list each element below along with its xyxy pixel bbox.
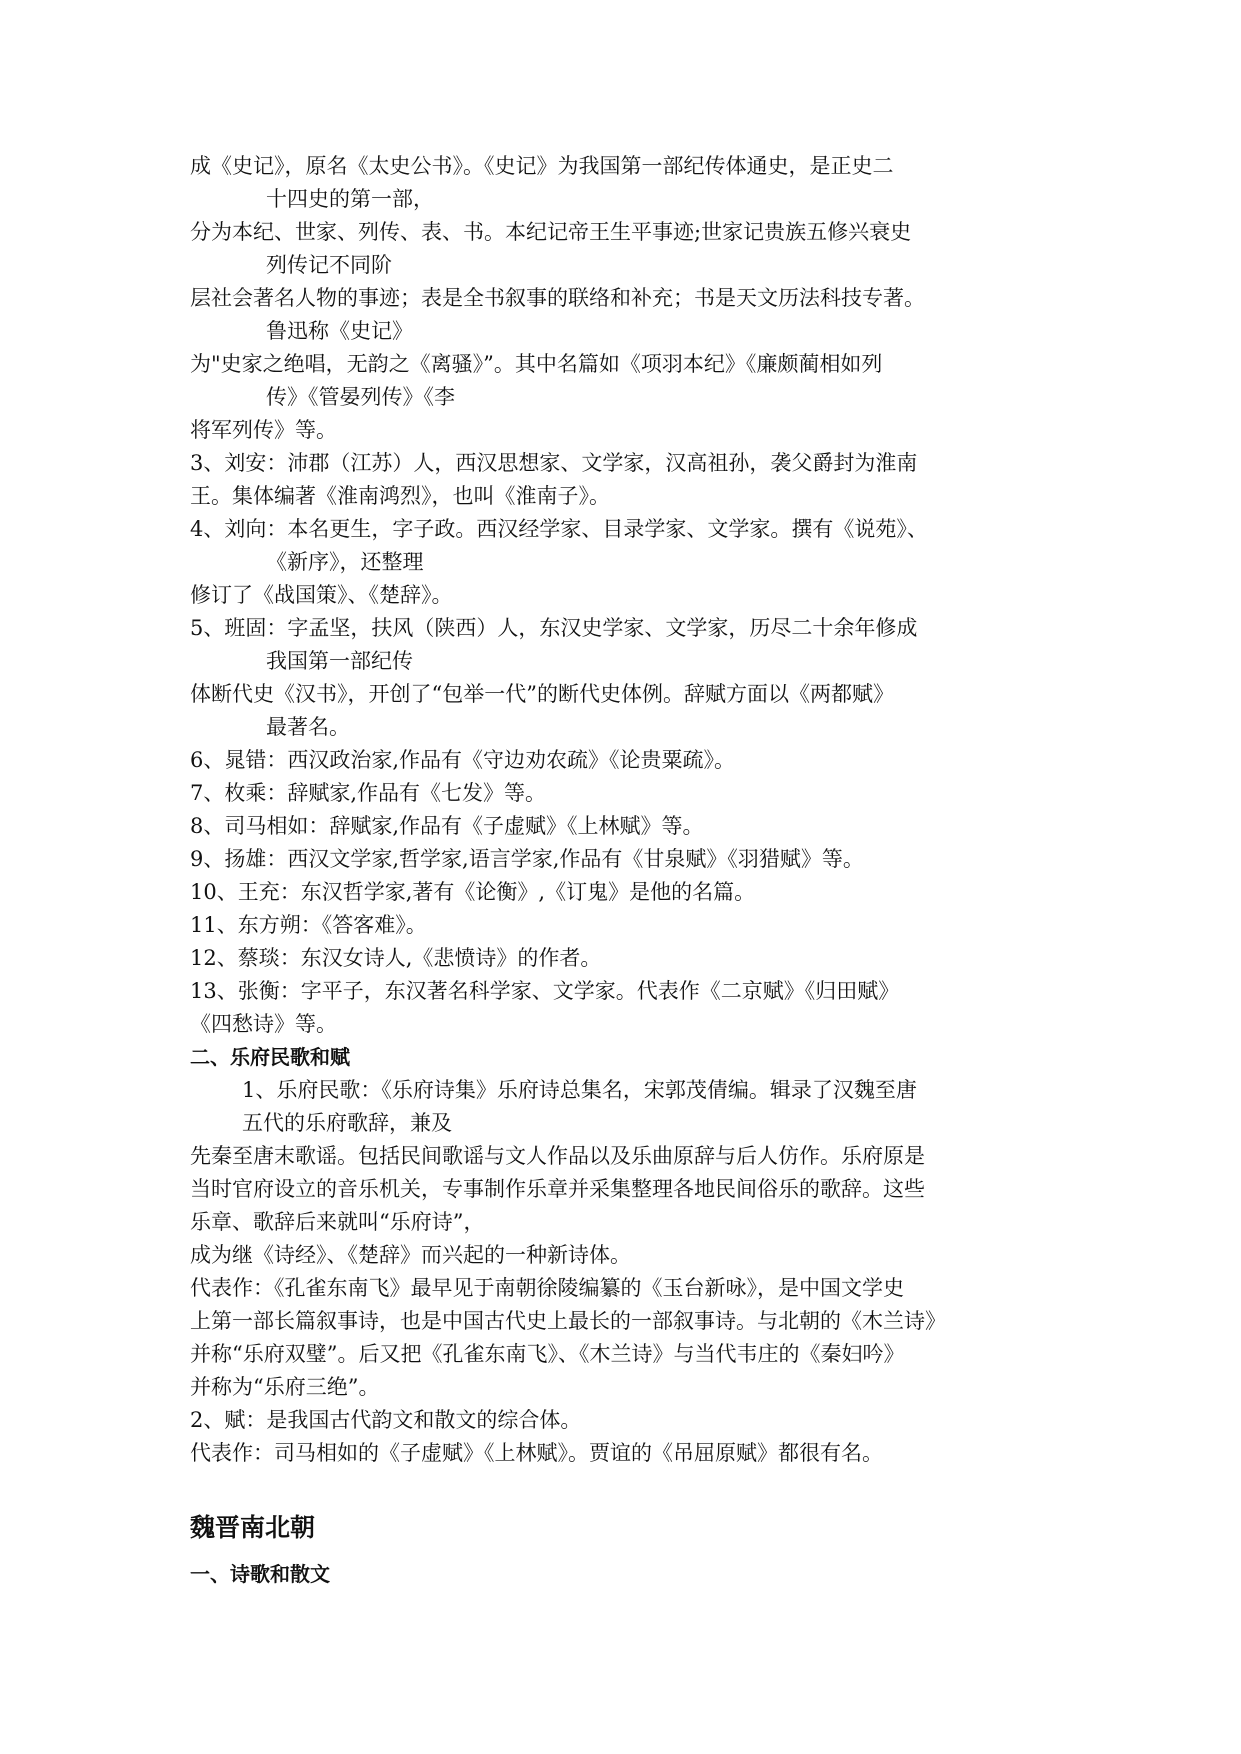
paragraph-line: 并称为“乐府三绝”。	[190, 1375, 380, 1399]
paragraph-line: 11、东方朔：《答客难》。	[190, 913, 427, 937]
paragraph-line: 层社会著名人物的事迹；表是全书叙事的联络和补充；书是天文历法科技专著。	[190, 286, 925, 310]
paragraph-line: 乐章、歌辞后来就叫“乐府诗”，	[190, 1210, 485, 1234]
paragraph-line: 12、蔡琰：东汉女诗人,《悲愤诗》的作者。	[190, 946, 602, 970]
paragraph-line: 成为继《诗经》、《楚辞》而兴起的一种新诗体。	[190, 1243, 631, 1267]
paragraph-line: 6、晁错：西汉政治家,作品有《守边劝农疏》《论贵粟疏》。	[190, 748, 736, 772]
paragraph-line: 5、班固：字孟坚，扶风（陕西）人，东汉史学家、文学家，历尽二十余年修成	[190, 616, 918, 640]
subsection-heading: 二、乐府民歌和赋	[190, 1045, 350, 1069]
paragraph-line: 列传记不同阶	[266, 253, 392, 277]
paragraph-line: 13、张衡：字平子，东汉著名科学家、文学家。代表作《二京赋》《归田赋》	[190, 979, 900, 1003]
paragraph-line: 十四史的第一部，	[266, 187, 434, 211]
paragraph-line: 7、枚乘：辞赋家,作品有《七发》等。	[190, 781, 547, 805]
paragraph-line: 9、扬雄：西汉文学家,哲学家,语言学家,作品有《甘泉赋》《羽猎赋》等。	[190, 847, 864, 871]
paragraph-line: 代表作：《孔雀东南飞》最早见于南朝徐陵编纂的《玉台新咏》，是中国文学史	[190, 1276, 904, 1300]
paragraph-line: 1、乐府民歌：《乐府诗集》乐府诗总集名，宋郭茂倩编。辑录了汉魏至唐	[242, 1078, 917, 1102]
paragraph-line: 《新序》，还整理	[266, 550, 424, 574]
paragraph-line: 先秦至唐末歌谣。包括民间歌谣与文人作品以及乐曲原辞与后人仿作。乐府原是	[190, 1144, 925, 1168]
paragraph-line: 3、刘安：沛郡（江苏）人，西汉思想家、文学家，汉高祖孙，袭父爵封为淮南	[190, 451, 918, 475]
paragraph-line: 当时官府设立的音乐机关，专事制作乐章并采集整理各地民间俗乐的歌辞。这些	[190, 1177, 925, 1201]
paragraph-line: 传》《管晏列传》《李	[266, 385, 455, 409]
paragraph-line: 为"史家之绝唱，无韵之《离骚》”。其中名篇如《项羽本纪》《廉颇蔺相如列	[190, 352, 883, 376]
paragraph-line: 成《史记》，原名《太史公书》。《史记》为我国第一部纪传体通史，是正史二	[190, 154, 894, 178]
paragraph-line: 10、王充：东汉哲学家,著有《论衡》,《订鬼》是他的名篇。	[190, 880, 756, 904]
paragraph-line: 分为本纪、世家、列传、表、书。本纪记帝王生平事迹;世家记贵族五修兴衰史	[190, 220, 912, 244]
document-page	[190, 150, 1060, 1591]
paragraph-line: 将军列传》等。	[190, 418, 337, 442]
section-heading: 魏晋南北朝	[190, 1513, 316, 1542]
paragraph-line: 8、司马相如：辞赋家,作品有《子虚赋》《上林赋》等。	[190, 814, 704, 838]
paragraph-line: 《四愁诗》等。	[190, 1012, 337, 1036]
paragraph-line: 并称“乐府双璧”。后又把《孔雀东南飞》、《木兰诗》与当代韦庄的《秦妇吟》	[190, 1342, 905, 1366]
paragraph-line: 2、赋：是我国古代韵文和散文的综合体。	[190, 1408, 582, 1432]
paragraph-line: 上第一部长篇叙事诗，也是中国古代史上最长的一部叙事诗。与北朝的《木兰诗》	[190, 1309, 946, 1333]
paragraph-line: 代表作：司马相如的《子虚赋》《上林赋》。贾谊的《吊屈原赋》都很有名。	[190, 1441, 883, 1465]
paragraph-line: 4、刘向：本名更生，字子政。西汉经学家、目录学家、文学家。撰有《说苑》、	[190, 517, 928, 541]
paragraph-line: 鲁迅称《史记》	[266, 319, 413, 343]
paragraph-line: 五代的乐府歌辞，兼及	[242, 1111, 452, 1135]
paragraph-line: 修订了《战国策》、《楚辞》。	[190, 583, 453, 607]
paragraph-line: 最著名。	[266, 715, 350, 739]
paragraph-line: 我国第一部纪传	[266, 649, 413, 673]
subsection-heading: 一、诗歌和散文	[190, 1562, 330, 1586]
paragraph-line: 王。集体编著《淮南鸿烈》，也叫《淮南子》。	[190, 484, 610, 508]
paragraph-line: 体断代史《汉书》，开创了“包举一代”的断代史体例。辞赋方面以《两都赋》	[190, 682, 894, 706]
